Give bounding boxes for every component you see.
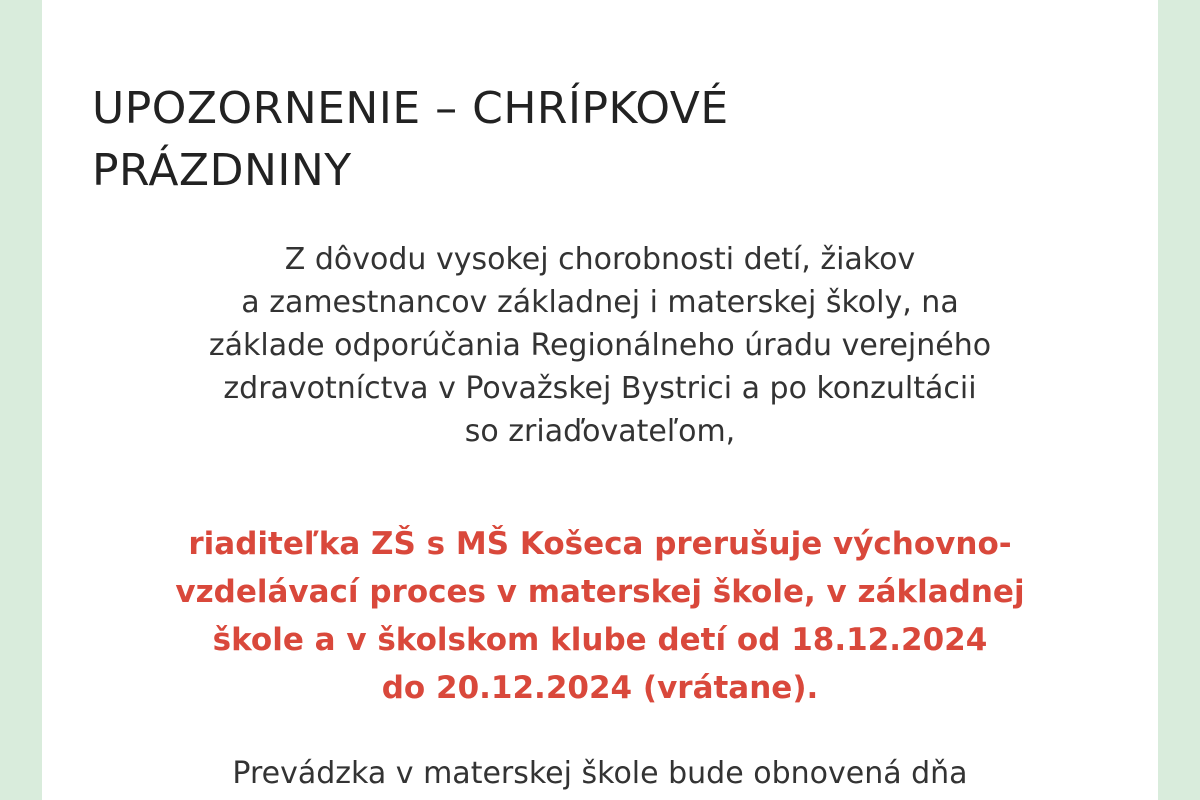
intro-line: so zriaďovateľom, xyxy=(464,414,736,449)
intro-line: základe odporúčania Regionálneho úradu verejného xyxy=(208,328,992,363)
highlight-line: škole a v školskom klube detí od 18.12.2024 xyxy=(212,622,988,658)
highlight-line: vzdelávací proces v materskej škole, v základnej xyxy=(175,574,1025,610)
notice-page xyxy=(42,0,1158,800)
intro-line: Z dôvodu vysokej chorobnosti detí, žiakov xyxy=(284,242,916,277)
title-line: UPOZORNENIE – CHRÍPKOVÉ xyxy=(92,83,729,134)
highlight-paragraph xyxy=(42,520,1158,712)
notice-title xyxy=(92,78,729,202)
intro-line: a zamestnancov základnej i materskej školy, na xyxy=(241,285,959,320)
highlight-line: riaditeľka ZŠ s MŠ Košeca prerušuje výchovno- xyxy=(188,526,1012,562)
footer-line: Prevádzka v materskej škole bude obnovená dňa xyxy=(232,756,968,791)
highlight-line: do 20.12.2024 (vrátane). xyxy=(381,670,819,706)
title-line: PRÁZDNINY xyxy=(92,145,352,196)
intro-paragraph xyxy=(42,238,1158,453)
intro-line: zdravotníctva v Považskej Bystrici a po konzultácii xyxy=(223,371,977,406)
footer-paragraph xyxy=(42,752,1158,795)
